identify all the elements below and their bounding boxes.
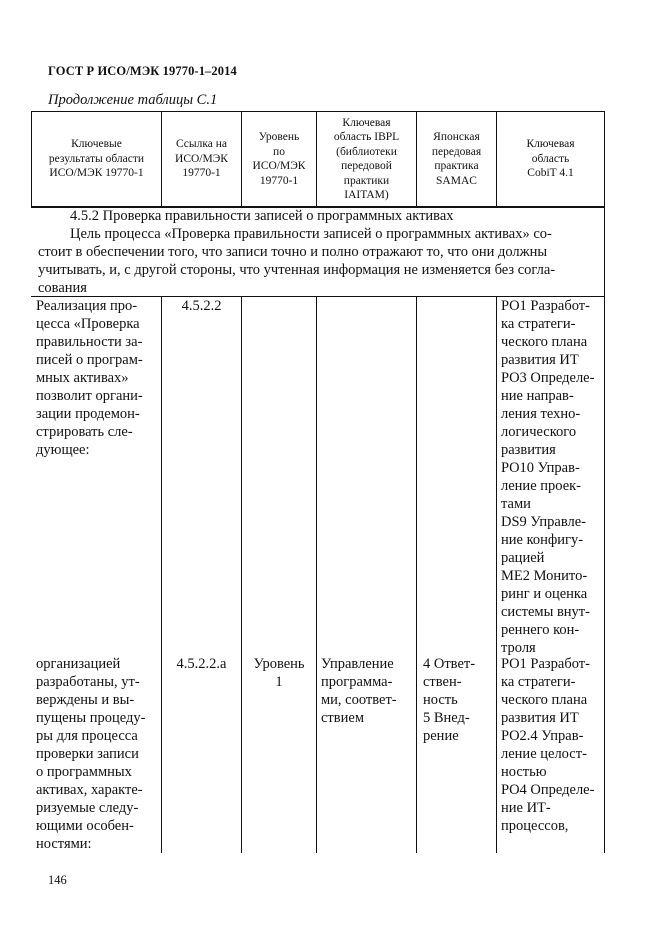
table-continuation-caption: Продолжение таблицы С.1 bbox=[48, 92, 218, 108]
column-divider-1-body bbox=[161, 296, 162, 853]
column-divider-3-body bbox=[316, 296, 317, 853]
column-header-key-results: Ключевые результаты области ИСО/МЭК 19770-1 bbox=[48, 138, 145, 180]
row2-result: организацией разработаны, ут- верждены и вы- пущены процеду- ры для процесса проверки записи о программных активах, характе- ризуемые следу- ющими особен- ностями: bbox=[36, 656, 146, 852]
row1-cobit: PO1 Разработ- ка стратеги- ческого плана развития ИТ PO3 Определе- ние направ- ления техно- логического развития PO10 Управ- ление проек- тами DS9 Управле- ние конфигу- рацией ME2 Монито- ринг и оценка системы внут- реннего кон- троля bbox=[501, 298, 595, 656]
row1-result: Реализация про- цесса «Проверка правильности за- писей о програм- мных активах» позволит органи- зации продемон- стрировать сле- дующее: bbox=[36, 298, 143, 458]
row2-ibpl: Управление программа- ми, соответ- ствием bbox=[321, 656, 397, 726]
column-header-reference: Ссылка на ИСО/МЭК 19770-1 bbox=[175, 138, 228, 180]
column-header-samac: Японская передовая практика SAMAC bbox=[431, 131, 482, 187]
section-description-line-3: учитывать, и, с другой стороны, что учтенная информация не изменяется без согла- bbox=[38, 262, 556, 278]
column-divider-4-body bbox=[416, 296, 417, 853]
document-header: ГОСТ Р ИСО/МЭК 19770-1–2014 bbox=[48, 64, 237, 78]
section-description-line-4: сования bbox=[38, 280, 87, 296]
row2-cobit: PO1 Разработ- ка стратеги- ческого плана развития ИТ PO2.4 Управ- ление целост- ностью PO4 Определе- ние ИТ- процессов, bbox=[501, 656, 595, 834]
row1-reference: 4.5.2.2 bbox=[181, 298, 222, 314]
row2-reference: 4.5.2.2.a bbox=[176, 656, 227, 672]
column-header-level: Уровень по ИСО/МЭК 19770-1 bbox=[252, 131, 306, 187]
row2-level: Уровень 1 bbox=[253, 656, 305, 690]
section-description-line-1: Цель процесса «Проверка правильности записей о программных активах» со- bbox=[70, 226, 552, 242]
column-header-cobit: Ключевая область CobiT 4.1 bbox=[526, 138, 575, 180]
column-divider-5-body bbox=[496, 296, 497, 853]
row2-samac: 4 Ответ- ствен- ность 5 Внед- рение bbox=[423, 656, 476, 744]
table-right-border bbox=[604, 111, 605, 853]
section-title: 4.5.2 Проверка правильности записей о программных активах bbox=[70, 208, 454, 224]
section-description-line-2: стоит в обеспечении того, что записи точно и полно отражают то, что они должны bbox=[38, 244, 548, 260]
page-number: 146 bbox=[48, 873, 67, 887]
column-header-ibpl: Ключевая область IBPL (библиотеки передовой практики IAITAM) bbox=[333, 116, 400, 201]
column-divider-2-body bbox=[241, 296, 242, 853]
